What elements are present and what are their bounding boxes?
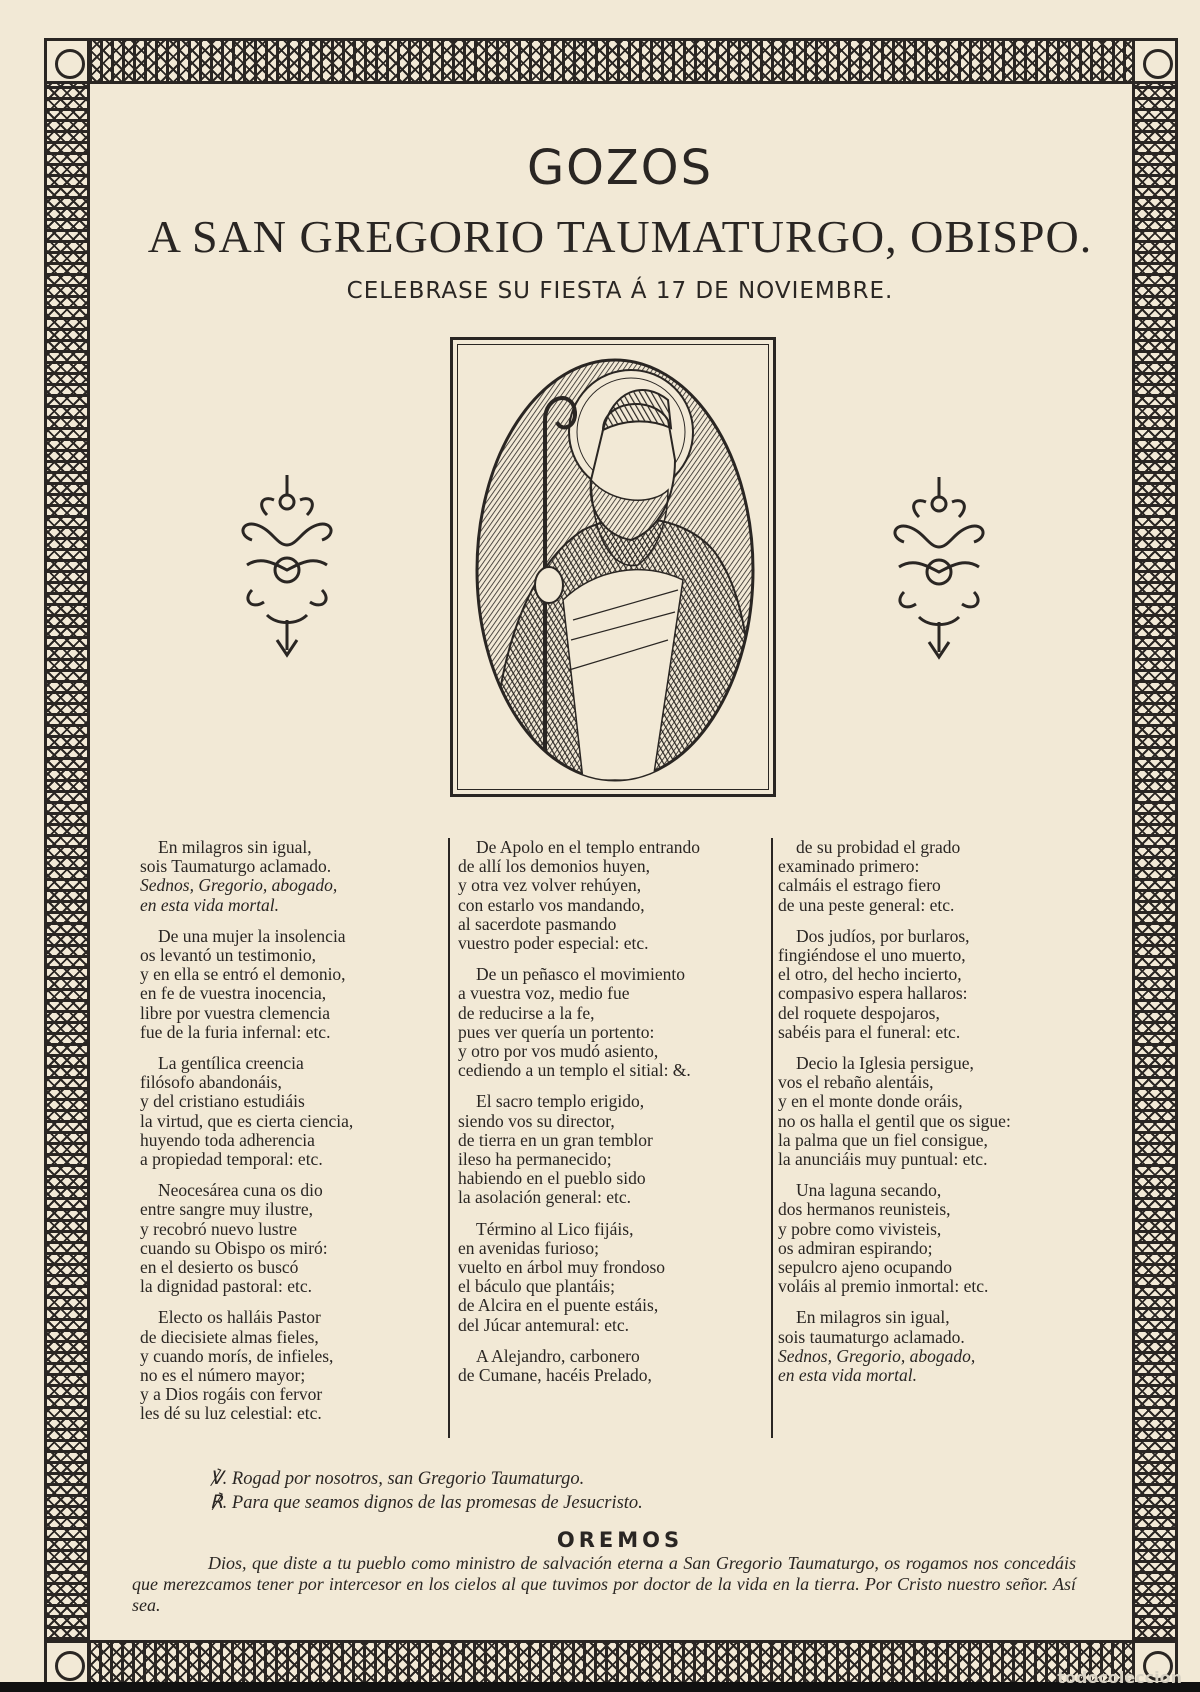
verse-line: En milagros sin igual, <box>796 1307 950 1328</box>
verse-line: del Júcar antemural: etc. <box>458 1314 630 1335</box>
stanza <box>140 838 440 915</box>
ornamental-border-right <box>1132 84 1178 1640</box>
verse-line: libre por vuestra clemencia <box>140 1002 330 1023</box>
verse-column-3 <box>778 838 1108 1397</box>
prayer-heading: OREMOS <box>556 1528 684 1552</box>
stanza <box>458 1220 773 1335</box>
verse-line: no os halla el gentil que os sigue: <box>778 1110 1011 1131</box>
border-corner-icon <box>44 38 90 84</box>
verse-line: En milagros sin igual, <box>158 837 312 857</box>
border-corner-icon <box>1132 38 1178 84</box>
verse-line: cediendo a un templo el sitial: &. <box>458 1060 691 1081</box>
verse-column-1 <box>140 838 440 1436</box>
verse-line: les dé su luz celestial: etc. <box>140 1403 322 1424</box>
verse-line: calmáis el estrago fiero <box>778 875 941 896</box>
verse-line: Sednos, Gregorio, abogado, <box>778 1345 976 1366</box>
verse-line: De un peñasco el movimiento <box>476 964 685 985</box>
verse-line: y otra vez volver rehúyen, <box>458 875 642 896</box>
verse-line: Neocesárea cuna os dio <box>158 1180 323 1201</box>
verse-line: Sednos, Gregorio, abogado, <box>140 875 338 896</box>
verse-line: de una peste general: etc. <box>778 894 955 915</box>
stanza <box>458 1092 773 1207</box>
verse-line: sois taumaturgo aclamado. <box>778 1326 965 1347</box>
stanza <box>778 1181 1108 1296</box>
watermark: todocoleccion <box>1057 1668 1182 1687</box>
verse-line: habiendo en el pueblo sido <box>458 1168 646 1189</box>
verse-line: de tierra en un gran temblor <box>458 1129 653 1150</box>
verse-line: y del cristiano estudiáis <box>140 1091 305 1112</box>
verse-line: A Alejandro, carbonero <box>476 1345 640 1366</box>
verse-line: siendo vos su director, <box>458 1110 615 1131</box>
stanza <box>778 1054 1108 1169</box>
prayer-text: Dios, que diste a tu pueblo como ministro de salvación eterna a San Gregorio Taumaturgo, os rogamos nos concedáis que merezcamos tener por intercesor en los cielos al que tuvimos por doctor de la vida en la tierra. Por Cristo nuestro señor. Así sea. <box>132 1553 1076 1615</box>
verse-line: en fe de vuestra inocencia, <box>140 983 327 1004</box>
stanza <box>140 1054 440 1169</box>
stanza <box>140 1308 440 1423</box>
border-corner-icon <box>44 1640 90 1686</box>
verse-line: y cuando morís, de infieles, <box>140 1345 334 1366</box>
response: ℟. Para que seamos dignos de las promesas de Jesucristo. <box>210 1493 643 1513</box>
stanza <box>778 838 1108 915</box>
verse-line: en el desierto os buscó <box>140 1257 299 1278</box>
verse-line: el otro, del hecho incierto, <box>778 964 962 985</box>
verse-line: de su probidad el grado <box>796 837 961 857</box>
verse-line: La gentílica creencia <box>158 1053 304 1074</box>
footer-bar <box>0 1682 1200 1692</box>
verse-line: Electo os halláis Pastor <box>158 1307 321 1328</box>
verse-line: en avenidas furioso; <box>458 1237 599 1258</box>
verse-line: huyendo toda adherencia <box>140 1129 315 1150</box>
stanza <box>778 927 1108 1042</box>
feast-date: CELEBRASE SU FIESTA Á 17 DE NOVIEMBRE. <box>346 278 894 304</box>
verse-line: y recobró nuevo lustre <box>140 1218 297 1239</box>
verse-line: cuando su Obispo os miró: <box>140 1237 328 1258</box>
verse-line: de Alcira en el puente estáis, <box>458 1295 659 1316</box>
verse-line: y a Dios rogáis con fervor <box>140 1384 323 1405</box>
verse-line: en esta vida mortal. <box>778 1365 918 1386</box>
verse-line: de reducirse a la fe, <box>458 1002 595 1023</box>
verse-line: el báculo que plantáis; <box>458 1276 615 1297</box>
verse-line: la anunciáis muy puntual: etc. <box>778 1149 988 1170</box>
verse-line: entre sangre muy ilustre, <box>140 1199 314 1220</box>
verse-line: a propiedad temporal: etc. <box>140 1149 323 1170</box>
verse-line: dos hermanos reunisteis, <box>778 1199 951 1220</box>
stanza <box>778 1308 1108 1385</box>
verse-line: de allí los demonios huyen, <box>458 856 650 877</box>
stanza <box>140 927 440 1042</box>
ornamental-border-top <box>56 38 1156 84</box>
stanza <box>458 838 773 953</box>
saint-heading: A SAN GREGORIO TAUMATURGO, OBISPO. <box>147 211 1093 262</box>
stanza <box>140 1181 440 1296</box>
verse-line: la palma que un fiel consigue, <box>778 1129 988 1150</box>
saint-portrait-icon <box>453 340 773 794</box>
verse-line: os levantó un testimonio, <box>140 945 316 966</box>
ornamental-border-bottom <box>44 1640 1156 1686</box>
verse-line: del roquete despojaros, <box>778 1002 940 1023</box>
verse-line: vuestro poder especial: etc. <box>458 933 649 954</box>
verse-line: de diecisiete almas fieles, <box>140 1326 319 1347</box>
verse-line: De una mujer la insolencia <box>158 925 346 946</box>
verse-line: con estarlo vos mandando, <box>458 894 645 915</box>
ornament-flourish-icon <box>232 470 342 660</box>
verse-line: De Apolo en el templo entrando <box>476 837 701 857</box>
verse-line: voláis al premio inmortal: etc. <box>778 1276 989 1297</box>
verse-line: a vuestra voz, medio fue <box>458 983 630 1004</box>
verse-line: pues ver quería un portento: <box>458 1021 655 1042</box>
ornamental-border-left <box>44 84 90 1640</box>
verse-line: fingiéndose el uno muerto, <box>778 945 966 966</box>
verse-line: sabéis para el funeral: etc. <box>778 1021 961 1042</box>
column-divider <box>448 838 450 1438</box>
verse-line: examinado primero: <box>778 856 920 877</box>
verse-line: Dos judíos, por burlaros, <box>796 925 970 946</box>
verse-line: de Cumane, hacéis Prelado, <box>458 1365 652 1386</box>
verse-line: no es el número mayor; <box>140 1365 306 1386</box>
portrait-frame <box>450 337 776 797</box>
verse-line: fue de la furia infernal: etc. <box>140 1021 331 1042</box>
ornament-flourish-icon <box>884 472 994 662</box>
verse-line: vos el rebaño alentáis, <box>778 1072 934 1093</box>
verse-line: Decio la Iglesia persigue, <box>796 1053 974 1074</box>
page-title: GOZOS <box>526 140 714 196</box>
verse-line: El sacro templo erigido, <box>476 1091 645 1112</box>
stanza <box>458 965 773 1080</box>
verse-line: ileso ha permanecido; <box>458 1149 612 1170</box>
column-divider <box>771 838 773 1438</box>
verse-line: la asolación general: etc. <box>458 1187 631 1208</box>
verse-line: sepulcro ajeno ocupando <box>778 1257 952 1278</box>
verse-line: y en ella se entró el demonio, <box>140 964 346 985</box>
verse-line: la dignidad pastoral: etc. <box>140 1276 313 1297</box>
verse-line: Término al Lico fijáis, <box>476 1218 634 1239</box>
verse-line: os admiran espirando; <box>778 1237 933 1258</box>
verse-line: compasivo espera hallaros: <box>778 983 968 1004</box>
verse-line: filósofo abandonáis, <box>140 1072 282 1093</box>
verse-line: y otro por vos mudó asiento, <box>458 1041 659 1062</box>
verse-line: Una laguna secando, <box>796 1180 942 1201</box>
verse-line: sois Taumaturgo aclamado. <box>140 856 332 877</box>
verse-line: y pobre como vivisteis, <box>778 1218 942 1239</box>
verse-line: la virtud, que es cierta ciencia, <box>140 1110 354 1131</box>
verse-column-2 <box>458 838 773 1397</box>
stanza <box>458 1347 773 1385</box>
verse-line: en esta vida mortal. <box>140 894 280 915</box>
verse-line: y en el monte donde oráis, <box>778 1091 963 1112</box>
verse-line: vuelto en árbol muy frondoso <box>458 1257 666 1278</box>
versicle: ℣. Rogad por nosotros, san Gregorio Taumaturgo. <box>210 1469 585 1489</box>
verse-line: al sacerdote pasmando <box>458 913 617 934</box>
